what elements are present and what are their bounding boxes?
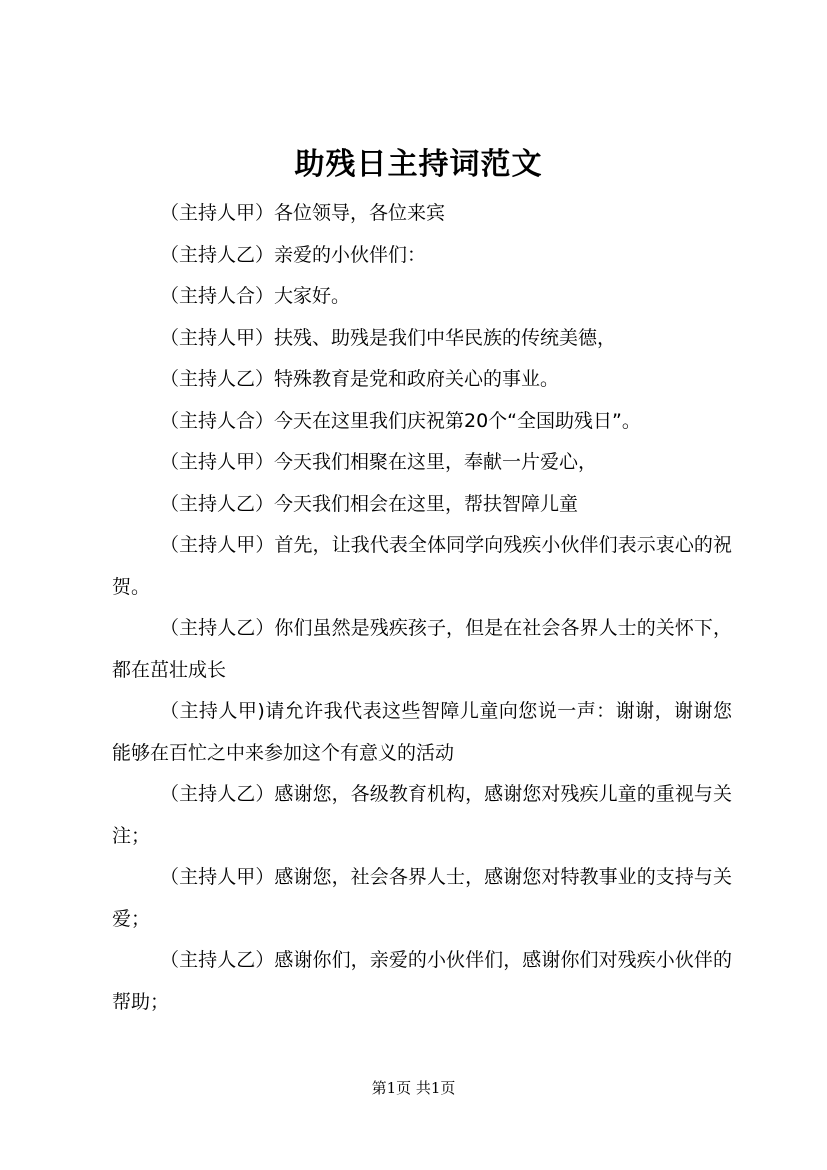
paragraph: （主持人甲）今天我们相聚在这里，奉献一片爱心， — [160, 451, 598, 473]
page-footer: 第1页 共1页 — [371, 1079, 456, 1097]
document-title: 助残日主持词范文 — [294, 147, 543, 182]
paragraph: （主持人乙）亲爱的小伙伴们： — [160, 243, 427, 266]
paragraph: （主持人乙）特殊教育是党和政府关心的事业。 — [160, 368, 560, 390]
paragraph: （主持人甲）各位领导，各位来宾 — [160, 202, 446, 224]
paragraph: （主持人乙）今天我们相会在这里，帮扶智障儿童 — [160, 492, 579, 515]
paragraph: （主持人甲)请允许我代表这些智障儿童向您说一声：谢谢，谢谢您能够在百忙之中来参加这个有意义的活动 — [112, 700, 732, 764]
paragraph: （主持人合）今天在这里我们庆祝第20个“全国助残日”。 — [160, 409, 641, 432]
paragraph: （主持人乙）感谢你们，亲爱的小伙伴们，感谢你们对残疾小伙伴的帮助； — [112, 949, 732, 1013]
paragraph: （主持人甲）扶残、助残是我们中华民族的传统美德， — [160, 326, 617, 349]
paragraph: （主持人合）大家好。 — [160, 285, 351, 307]
paragraph: （主持人甲）感谢您，社会各界人士，感谢您对特教事业的支持与关爱； — [112, 866, 732, 930]
document-body — [112, 193, 732, 1023]
paragraph: （主持人甲）首先，让我代表全体同学向残疾小伙伴们表示衷心的祝贺。 — [112, 534, 732, 598]
paragraph: （主持人乙）感谢您，各级教育机构，感谢您对残疾儿童的重视与关注； — [112, 783, 732, 847]
paragraph: （主持人乙）你们虽然是残疾孩子，但是在社会各界人士的关怀下，都在茁壮成长 — [112, 617, 732, 681]
